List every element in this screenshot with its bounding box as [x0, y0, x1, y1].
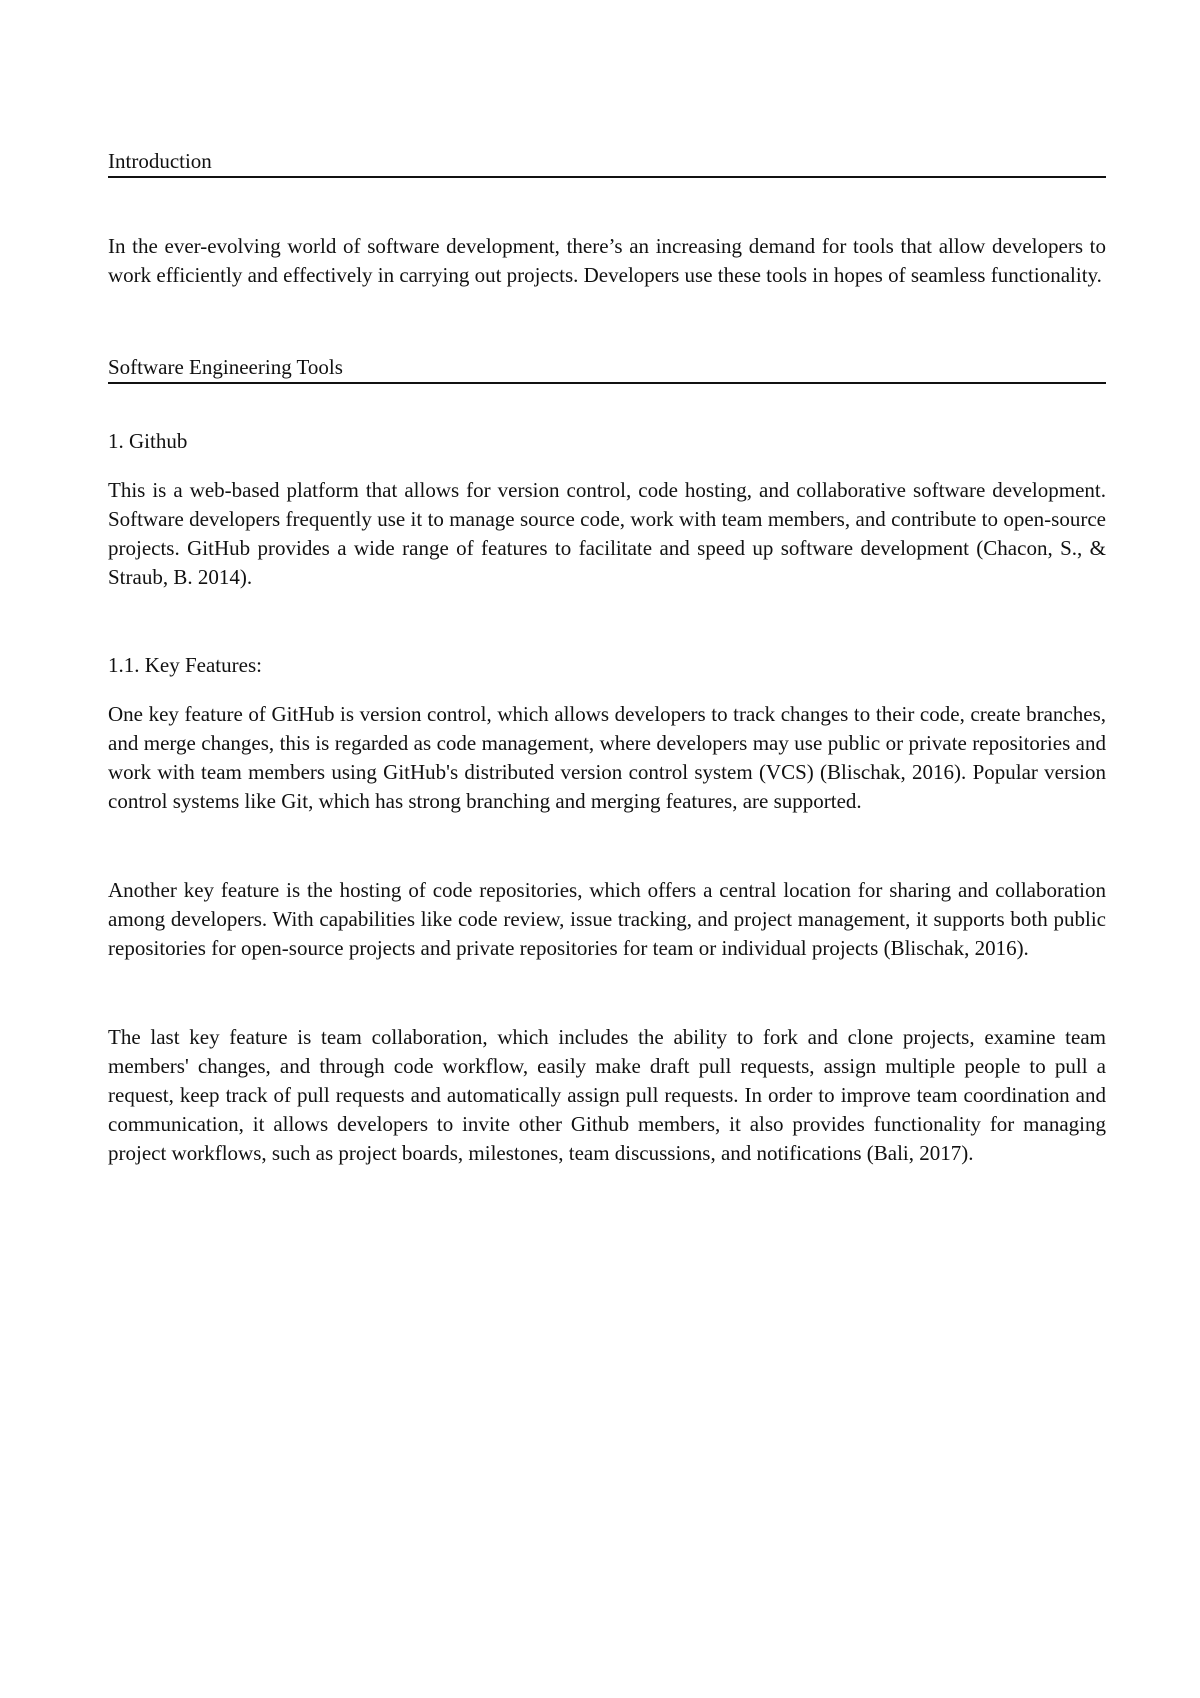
key-features-paragraph-hosting: Another key feature is the hosting of code repositories, which offers a central location for sharing and collaboration among developers. With capabilities like code review, issue tracking, and project management, it supports both public repositories for open-source projects and private repositories for team or individual projects (Blischak, 2016). — [108, 878, 1106, 960]
key-features-paragraph-version-control: One key feature of GitHub is version control, which allows developers to track changes to their code, create branches, and merge changes, this is regarded as code management, where developers may use public or private repositories and work with team members using GitHub's distributed version control system (VCS) (Blischak, 2016). Popular version control systems like Git, which has strong branching and merging features, are supported. — [108, 702, 1106, 813]
intro-heading: Introduction — [108, 148, 1106, 178]
github-paragraph: This is a web-based platform that allows for version control, code hosting, and collaborative software development. Software developers frequently use it to manage source code, work with team members, and contribute to open-source projects. GitHub provides a wide range of features to facilitate and speed up software development (Chacon, S., & Straub, B. 2014). — [108, 478, 1106, 589]
key-features-heading: 1.1. Key Features: — [108, 653, 262, 677]
document-page — [108, 140, 1106, 1168]
github-heading: 1. Github — [108, 429, 188, 453]
intro-paragraph: In the ever-evolving world of software development, there’s an increasing demand for tools that allow developers to work efficiently and effectively in carrying out projects. Developers use these tools in hopes of seamless functionality. — [108, 234, 1106, 287]
tools-heading: Software Engineering Tools — [108, 354, 1106, 384]
key-features-paragraph-collaboration: The last key feature is team collaboration, which includes the ability to fork and clone projects, examine team members' changes, and through code workflow, easily make draft pull requests, assign multiple people to pull a request, keep track of pull requests and automatically assign pull requests. In order to improve team coordination and communication, it allows developers to invite other Github members, it also provides functionality for managing project workflows, such as project boards, milestones, team discussions, and notifications (Bali, 2017). — [108, 1025, 1106, 1165]
